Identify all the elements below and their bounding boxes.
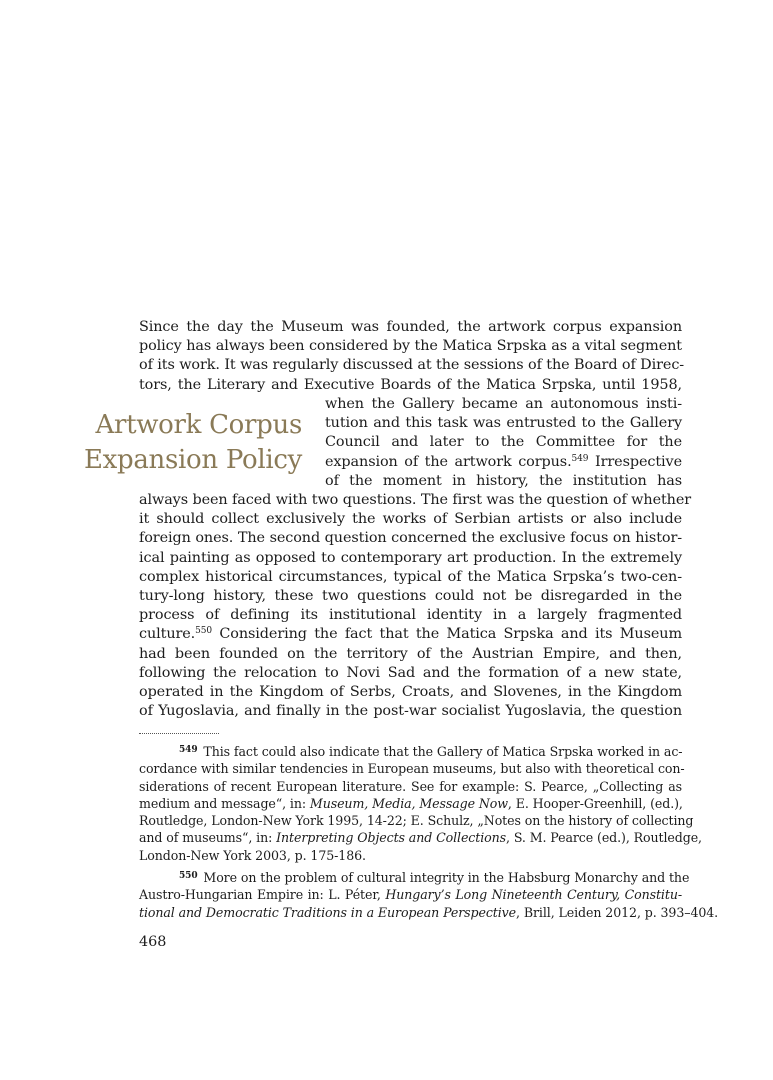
- body-line: [139, 625, 682, 644]
- body-line: [325, 453, 682, 472]
- body-line: operated in the Kingdom of Serbs, Croats, and Slovenes, in the Kingdom: [139, 684, 682, 701]
- footnote-text: This fact could also indicate that the Gallery of Matica Srpska worked in ac-: [203, 744, 683, 759]
- body-line: tors, the Literary and Executive Boards of the Matica Srpska, until 1958,: [139, 376, 682, 393]
- footnote-text: and of museums“, in:: [139, 830, 277, 846]
- body-line: policy has always been considered by the Matica Srpska as a vital segment: [139, 338, 682, 355]
- footnote-number: 549: [179, 745, 198, 755]
- body-line: it should collect exclusively the works of Serbian artists or also include: [139, 511, 682, 528]
- body-line: tury-long history, these two questions could not be disregarded in the: [139, 588, 682, 605]
- body-paragraph-bottom: [139, 491, 692, 721]
- body-line-part: expansion of the artwork corpus.: [325, 453, 572, 470]
- footnote-title: tional and Democratic Traditions in a European Perspective: [139, 904, 517, 920]
- body-line: when the Gallery became an autonomous insti-: [325, 396, 682, 412]
- footnote-line: [139, 829, 702, 846]
- body-line-part: culture.: [139, 626, 196, 643]
- body-line: foreign ones. The second question concerned the exclusive focus on histor-: [139, 530, 682, 547]
- section-heading-line-2: Expansion Policy: [83, 445, 302, 475]
- section-heading: [80, 408, 302, 478]
- footnote-title: Museum, Media, Message Now: [309, 795, 508, 811]
- body-line: of the moment in history, the institution has: [325, 472, 682, 489]
- page-number: 468: [139, 934, 167, 950]
- footnote-line: [139, 795, 682, 812]
- footnote-ref-549[interactable]: 549: [571, 453, 589, 464]
- body-line: following the relocation to Novi Sad and the formation of a new state,: [139, 664, 682, 681]
- body-line-part: Considering the fact that the Matica Srpska and its Museum: [212, 626, 682, 643]
- body-line-part: Irrespective: [588, 453, 682, 470]
- body-line: had been founded on the territory of the Austrian Empire, and then,: [139, 645, 682, 662]
- footnote-text: More on the problem of cultural integrity in the Habsburg Monarchy and the: [203, 870, 690, 885]
- footnote-line: cordance with similar tendencies in European museums, but also with theoretical con-: [139, 761, 685, 777]
- body-line: complex historical circumstances, typical of the Matica Srpska’s two-cen-: [139, 568, 682, 585]
- footnote-number: 550: [179, 871, 198, 881]
- footnote-text: medium and message“, in:: [139, 795, 310, 811]
- body-paragraph-wrap: [325, 395, 682, 491]
- footnote-550: [139, 868, 719, 921]
- footnote-line: [139, 904, 719, 921]
- footnote-line: [139, 886, 682, 903]
- body-paragraph-top: [139, 318, 685, 395]
- body-line: of Yugoslavia, and finally in the post-war socialist Yugoslavia, the question: [139, 703, 682, 720]
- footnote-title: Hungary’s Long Nineteenth Century, Constitu-: [385, 887, 682, 903]
- body-line: Council and later to the Committee for the: [325, 434, 682, 451]
- body-line: always been faced with two questions. The first was the question of whether: [139, 492, 692, 508]
- footnote-text: , Brill, Leiden 2012, p. 393–404.: [516, 904, 719, 920]
- body-line: ical painting as opposed to contemporary art production. In the extremely: [139, 549, 682, 566]
- body-line: of its work. It was regularly discussed at the sessions of the Board of Direc-: [139, 357, 685, 374]
- footnote-divider: [139, 733, 219, 734]
- footnote-text: , E. Hooper-Greenhill, (ed.),: [507, 795, 683, 811]
- section-heading-line-1: Artwork Corpus: [95, 410, 302, 440]
- footnote-line: London-New York 2003, p. 175-186.: [139, 847, 366, 863]
- footnote-line: [139, 868, 690, 886]
- body-line: Since the day the Museum was founded, the artwork corpus expansion: [139, 319, 682, 335]
- footnote-line: Routledge, London-New York 1995, 14-22; E. Schulz, „Notes on the history of collecting: [139, 813, 694, 829]
- footnote-549: [139, 742, 702, 864]
- footnote-ref-550[interactable]: 550: [195, 626, 213, 637]
- footnote-text: Austro-Hungarian Empire in: L. Péter,: [139, 887, 386, 903]
- footnote-line: siderations of recent European literature. See for example: S. Pearce, „Collecting as: [139, 778, 682, 794]
- body-line: tution and this task was entrusted to the Gallery: [325, 415, 682, 432]
- body-line: process of defining its institutional identity in a largely fragmented: [139, 607, 682, 624]
- footnote-title: Interpreting Objects and Collections: [276, 830, 507, 846]
- footnote-text: , S. M. Pearce (ed.), Routledge,: [506, 830, 702, 846]
- footnote-line: [139, 742, 682, 760]
